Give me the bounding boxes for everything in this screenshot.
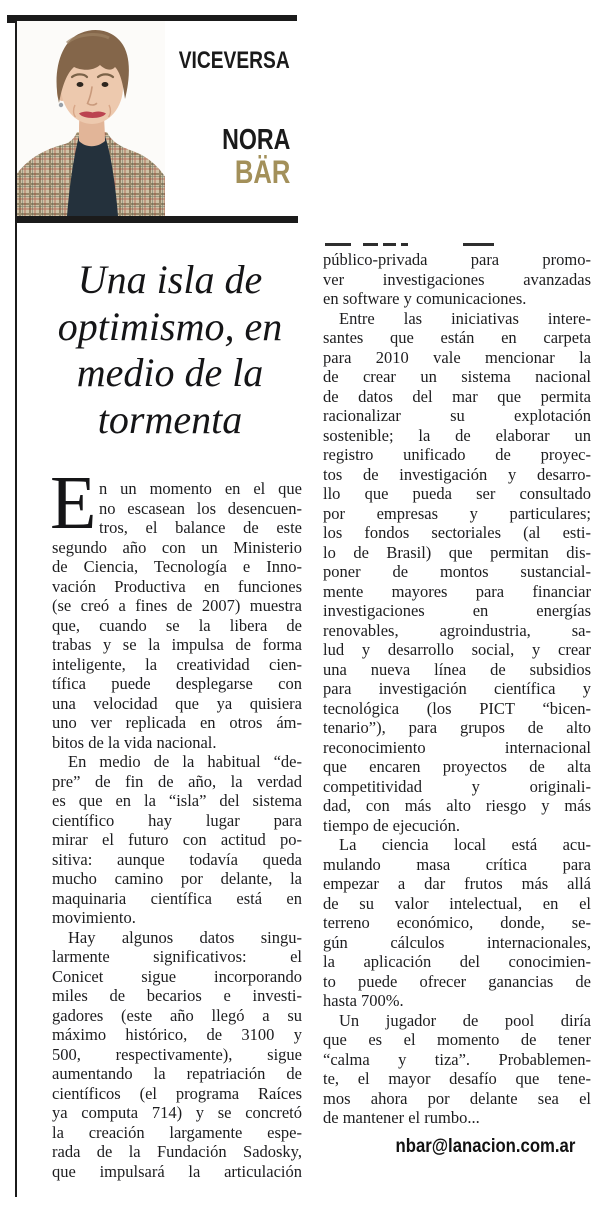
text-line: (se creó a fines de 2007) muestra (52, 596, 302, 615)
text-line: científicos (el programa Raíces (52, 1083, 302, 1103)
headline-line: medio de la (76, 350, 264, 395)
text-line: bitos de la vida nacional. (52, 732, 217, 752)
text-line: por empresas y particulares; (323, 503, 591, 523)
section-label-text: VICEVERSA (179, 47, 290, 74)
cropped-text-fragment (401, 243, 408, 246)
text-line: una nueva línea de subsidios (323, 659, 591, 679)
text-line: mulando masa crítica para (323, 854, 591, 874)
text-line: reconocimiento internacional (323, 737, 591, 757)
text-line: Un jugador de pool diría (339, 1010, 591, 1030)
author-first-name-text: NORA (221, 124, 290, 156)
text-line: pre” de fin de año, la verdad (52, 771, 302, 791)
text-line: que impulsará la articulación (52, 1161, 302, 1181)
text-line: vación Productiva en funciones (52, 576, 302, 596)
author-photo (17, 21, 165, 216)
author-last-name (150, 156, 290, 188)
text-line: tecnológica (los PICT “bicen- (323, 698, 591, 718)
text-line: miles de becarios e investi- (52, 986, 302, 1005)
paragraph (323, 250, 591, 309)
text-line: to puede ofrecer ganancias de (323, 971, 591, 991)
text-line: es que en la “isla” del sistema (52, 791, 302, 810)
text-line: rada de la Fundación Sadosky, (52, 1142, 302, 1161)
text-line: terreno económico, donde, se- (323, 913, 591, 932)
author-first-name (150, 126, 290, 155)
text-line: tros, el balance de este (99, 518, 302, 537)
paragraph (52, 752, 302, 928)
text-line: no escasean los desencuen- (99, 498, 302, 518)
text-line: que, cuando se la libera de (52, 615, 302, 635)
text-line: lo de Brasil) que permitan dis- (323, 542, 591, 562)
text-line: tos de investigación y desarro- (323, 464, 591, 484)
text-line: de mantener el rumbo... (323, 1108, 480, 1127)
text-line: segundo año con un Ministerio (52, 537, 302, 557)
drop-cap: E (50, 461, 97, 545)
cropped-text-fragment (363, 243, 378, 246)
text-line: En medio de la habitual “de- (68, 752, 302, 771)
author-email (316, 1136, 575, 1158)
text-line: en software y comunicaciones. (323, 289, 527, 308)
article-right-column (323, 250, 591, 1128)
text-line: empezar a dar frutos más allá (323, 874, 591, 893)
author-email-text: nbar@lanacion.com.ar (395, 1136, 575, 1157)
text-line: sitiva: aunque todavía queda (52, 849, 302, 869)
text-line: dad, con más alto riesgo y más (323, 796, 591, 815)
text-line: te, el mayor desafío que tene- (323, 1069, 591, 1088)
text-line: n un momento en el que (99, 479, 302, 498)
cropped-text-fragment (383, 243, 396, 246)
paragraph (52, 928, 302, 1182)
text-line: para investigación científica y (323, 679, 591, 698)
text-line: tenario”), para grupos de alto (323, 718, 591, 737)
cropped-text-fragments (323, 243, 591, 247)
text-line: gadores (este año llegó a su (52, 1005, 302, 1025)
text-line: hasta 700%. (323, 991, 404, 1010)
text-line: inteligente, la creatividad cien- (52, 654, 302, 674)
text-line: que es el momento de tener (323, 1030, 591, 1049)
text-line: una velocidad que ya quisiera (52, 693, 302, 713)
section-label (150, 49, 290, 73)
text-line: tiempo de ejecución. (323, 815, 460, 835)
text-line: renovables, agroindustria, sa- (323, 620, 591, 640)
cropped-text-fragment (325, 243, 351, 246)
text-line: máximo histórico, de 3100 y (52, 1025, 302, 1044)
text-line: sostenible; la de elaborar un (323, 425, 591, 445)
text-line: poner de montos sustancial- (323, 562, 591, 581)
text-line: público-privada para promo- (323, 250, 591, 269)
text-line: Hay algunos datos singu- (68, 927, 302, 947)
text-line: de crear un sistema nacional (323, 367, 591, 386)
text-line: racionalizar su explotación (323, 406, 591, 425)
author-portrait-illustration (17, 21, 165, 216)
text-line: tífica puede desplegarse con (52, 674, 302, 693)
text-line: mos ahora por delante sea el (323, 1088, 591, 1108)
text-line: mirar el futuro con actitud po- (52, 830, 302, 849)
headline (28, 257, 312, 443)
text-line: trabas y se la impulsa de forma (52, 635, 302, 654)
text-line: La ciencia local está acu- (339, 835, 591, 854)
text-line: ya computa 714) y se concretó (52, 1103, 302, 1122)
text-line: competitividad y originali- (323, 776, 591, 796)
text-line: mucho camino por delante, la (52, 869, 302, 888)
article-left-column (50, 461, 302, 1181)
text-line: llo que pueda ser consultado (323, 484, 591, 503)
cropped-text-fragment (463, 243, 494, 246)
text-line: registro unificado de proyec- (323, 445, 591, 464)
text-line: científico hay lugar para (52, 810, 302, 830)
text-line: mente mayores para financiar (323, 581, 591, 601)
paragraph (323, 309, 591, 836)
text-line: uno ver replicada en otros ám- (52, 713, 302, 732)
text-line: maquinaria científica está en (52, 888, 302, 908)
text-line: de Ciencia, Tecnología e Inno- (52, 557, 302, 576)
author-last-name-text: BÄR (234, 154, 290, 190)
headline-line: Una isla de (77, 257, 263, 302)
text-line: 500, respectivamente), sigue (52, 1044, 302, 1064)
paragraph (50, 461, 302, 752)
text-line: “calma y tiza”. Probablemen- (323, 1049, 591, 1069)
text-line: gún cálculos internacionales, (323, 932, 591, 952)
text-line: que encaren proyectos de alta (323, 757, 591, 776)
text-line: Entre las iniciativas intere- (339, 308, 591, 328)
text-line: la creación largamente espe- (52, 1122, 302, 1142)
headline-line: tormenta (97, 396, 243, 442)
text-line: para 2010 vale mencionar la (323, 347, 591, 367)
text-line: lud y desarrollo social, y crear (323, 640, 591, 659)
text-line: santes que están en carpeta (323, 328, 591, 347)
text-line: movimiento. (52, 908, 136, 927)
text-line: investigaciones en energías (323, 601, 591, 620)
text-line: de datos del mar que permita (323, 386, 591, 406)
header-bottom-rule (16, 216, 298, 223)
text-line: ver investigaciones avanzadas (323, 269, 591, 289)
paragraph (323, 835, 591, 1011)
text-line: aumentando la repatriación de (52, 1064, 302, 1083)
text-line: de su valor intelectual, en el (323, 893, 591, 913)
text-line: la aplicación del conocimien- (323, 952, 591, 971)
text-line: Conicet sigue incorporando (52, 966, 302, 986)
text-line: larmente significativos: el (52, 947, 302, 966)
paragraph (323, 1011, 591, 1128)
text-line: los fondos sectoriales (al esti- (323, 523, 591, 542)
headline-line: optimismo, en (57, 303, 283, 349)
